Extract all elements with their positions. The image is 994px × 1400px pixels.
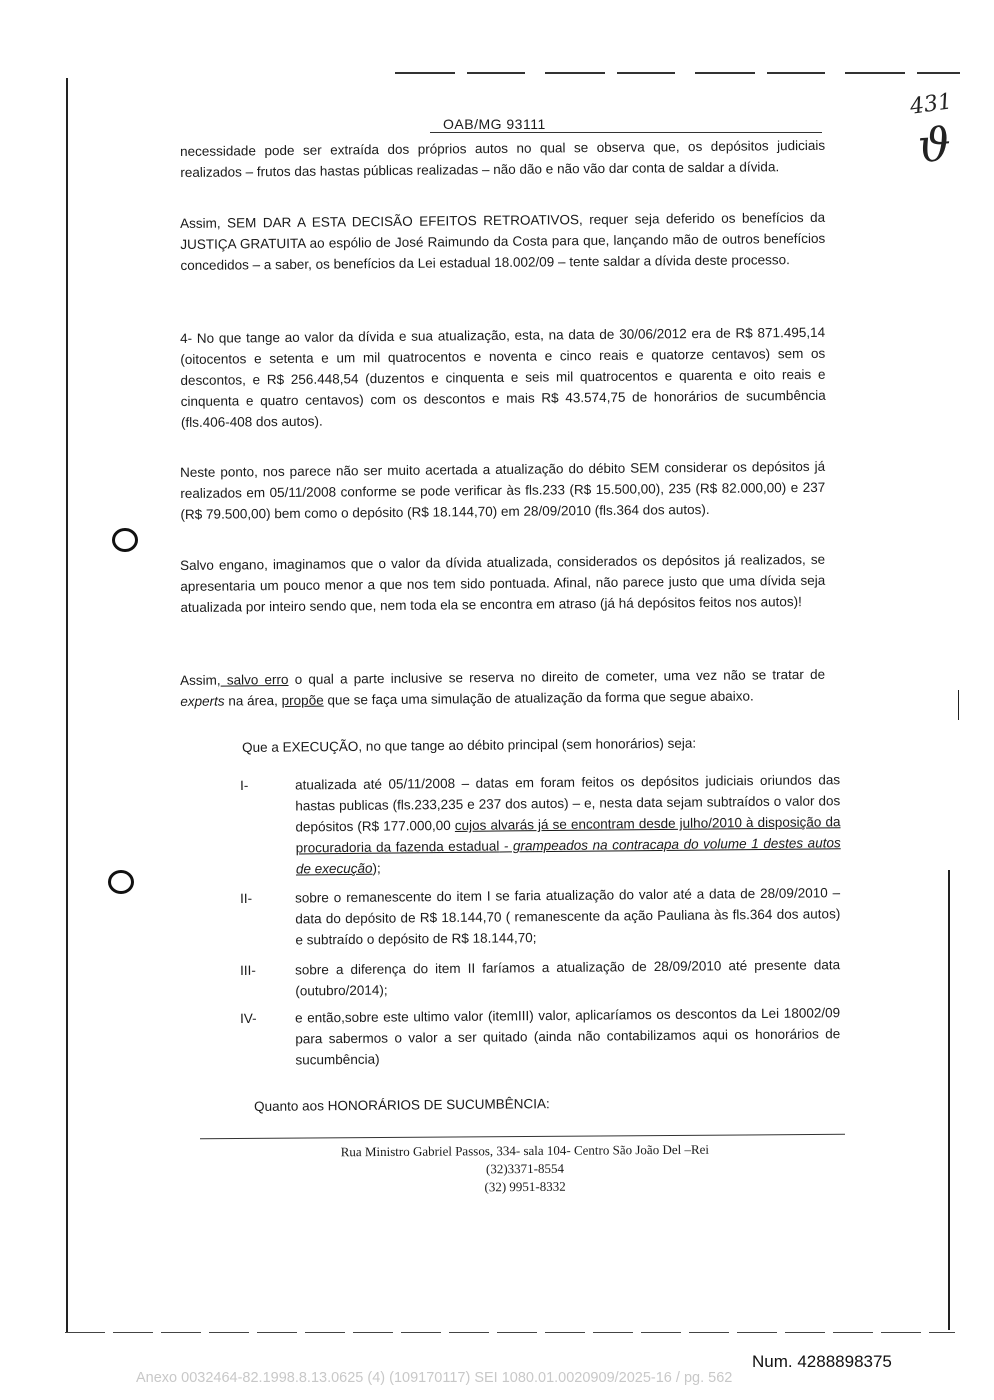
list-item-1-text	[295, 769, 841, 879]
paragraph-4-text: Neste ponto, nos parece não ser muito acertada a atualização do débito SEM considerar os depósitos já realizados em 05/11/2008 conforme se pode verificar às fls.233 (R$ 15.500,00), 235 (R$ 82.000,00) e 237 (R$ 79.500,00) bem como o depósito (R$ 18.144,70) em 28/09/2010 (fls.364 dos autos).	[180, 458, 826, 522]
footer-rule	[200, 1134, 845, 1140]
annex-watermark: Anexo 0032464-82.1998.8.13.0625 (4) (109170117) SEI 1080.01.0020909/2025-16 / pg. 562	[136, 1370, 733, 1386]
paragraph-1-line-2: realizados – frutos das hastas públicas realizadas – não dão e não vão dar conta de saldar a dívida.	[180, 159, 780, 180]
punch-hole-top	[112, 528, 138, 552]
paragraph-1	[180, 135, 825, 183]
list-item-2-number: II-	[240, 890, 253, 906]
handwritten-page-number: 431	[908, 89, 954, 120]
scan-top-dashes	[395, 72, 960, 74]
list-item-3-text: sobre a diferença do item II faríamos a atualização de 28/09/2010 até presente data (outubro/2014);	[295, 957, 841, 999]
footer-phone-1: (32)3371-8554	[485, 1160, 565, 1177]
paragraph-4	[180, 456, 826, 525]
list-item-1	[240, 769, 841, 880]
list-item-1-text-a: atualizada até 05/11/2008 – datas em foram feitos os depósitos judiciais oriundos das hastas publicas (fls.233,235 e 237 dos autos) – e, nesta data sejam subtraídos o valor dos depósitos (R$ 177.000,00	[295, 772, 841, 835]
document-number-stamp: Num. 4288898375	[752, 1352, 892, 1371]
paragraph-6-propoe: propõe	[281, 692, 324, 709]
paragraph-6-salvo-erro: salvo erro	[220, 671, 289, 688]
paragraph-8	[254, 1091, 754, 1117]
list-item-4	[240, 1002, 841, 1071]
paragraph-6-experts: experts	[180, 693, 225, 709]
list-item-1-text-d: );	[372, 860, 381, 876]
list-item-2	[240, 882, 841, 951]
paragraph-3-text: 4- No que tange ao valor da dívida e sua atualização, esta, na data de 30/06/2012 era de R$ 871.495,14 (oitocentos e setenta e um mil quatrocentos e noventa e cinco reais e quatorze centavos) sem os descontos, e R$ 256.448,54 (duzentos e cinquenta e seis mil quatrocentos e quarenta e oito reais e cinquenta e quatro centavos) com os descontos e mais R$ 43.574,75 de honorários de sucumbência (fls.406-408 dos autos).	[180, 324, 826, 430]
paragraph-5	[180, 549, 826, 618]
list-item-3	[240, 954, 840, 1002]
scan-left-border	[66, 78, 68, 1333]
paragraph-3	[180, 322, 826, 433]
footer-address: Rua Ministro Gabriel Passos, 334- sala 104- Centro São João Del –Rei	[340, 1141, 710, 1160]
paragraph-6-part-c: o qual a parte inclusive se reserva no direito de cometer, uma vez não se tratar de	[288, 666, 826, 687]
list-item-4-text: e então,sobre este ultimo valor (itemIII) valor, aplicaríamos os descontos da Lei 18002/09 para sabermos o valor a ser quitado (ainda não contabilizamos aqui os honorários de sucumbência)	[295, 1005, 841, 1068]
paragraph-2-text: Assim, SEM DAR A ESTA DECISÃO EFEITOS RETROATIVOS, requer seja deferido os benefícios da JUSTIÇA GRATUITA ao espólio de José Raimundo da Costa para que, lançando mão de outros benefícios concedidos – a saber, os benefícios da Lei estadual 18.002/09 – tente saldar a dívida deste processo.	[180, 209, 826, 273]
paragraph-6-part-g: que se faça uma simulação de atualização da forma que segue abaixo.	[323, 688, 754, 708]
header-rule	[430, 132, 822, 133]
paragraph-2	[180, 207, 826, 276]
list-item-3-number: III-	[240, 962, 256, 978]
footer-phone-2: (32) 9951-8332	[484, 1178, 566, 1195]
footer-address-block	[300, 1140, 750, 1197]
paragraph-5-text: Salvo engano, imaginamos que o valor da dívida atualizada, considerados os depósitos já realizados, se apresentaria um pouco menor a que nos tem sido pontuada. Afinal, não parece justo que uma dívida seja atualizada por inteiro sendo que, nem toda ela se encontra em atraso (já há depósitos feitos nos autos)!	[180, 551, 826, 615]
paragraph-8-text: Quanto aos HONORÁRIOS DE SUCUMBÊNCIA:	[254, 1096, 550, 1114]
list-item-2-text: sobre o remanescente do item I se faria atualização do valor até a data de 28/09/2010 – data do depósito de R$ 18.144,70 ( remanescente da ação Pauliana às fls.364 dos autos) e subtraído o depósito de R$ 18.144,70;	[295, 885, 841, 948]
scan-bottom-dashes	[65, 1332, 955, 1333]
list-item-1-text-b: cujos alvarás já se encontram desde julho/2010 à disposição da procuradoria da fazenda estadual	[295, 814, 841, 856]
list-item-1-number: I-	[240, 777, 249, 793]
paragraph-6-part-e: na área,	[224, 693, 282, 709]
paragraph-7	[242, 732, 802, 758]
scan-right-mark	[958, 690, 959, 720]
punch-hole-bottom	[108, 870, 134, 894]
paragraph-6	[180, 664, 825, 712]
page-header-code: OAB/MG 93111	[443, 116, 546, 132]
paragraph-6-part-a: Assim,	[180, 672, 221, 688]
paragraph-7-text: Que a EXECUÇÃO, no que tange ao débito principal (sem honorários) seja:	[242, 735, 697, 755]
handwritten-initial: ϑ	[916, 116, 953, 174]
paragraph-1-line-1: necessidade pode ser extraída dos próprios autos no qual se observa que, os depósitos judiciais	[180, 137, 826, 159]
list-item-1-text-c: - grampeados na contracapa do volume 1 destes autos de execução	[295, 835, 841, 877]
scan-right-border	[948, 870, 950, 1330]
paragraph-6-text	[180, 664, 825, 712]
list-item-4-number: IV-	[240, 1010, 257, 1026]
